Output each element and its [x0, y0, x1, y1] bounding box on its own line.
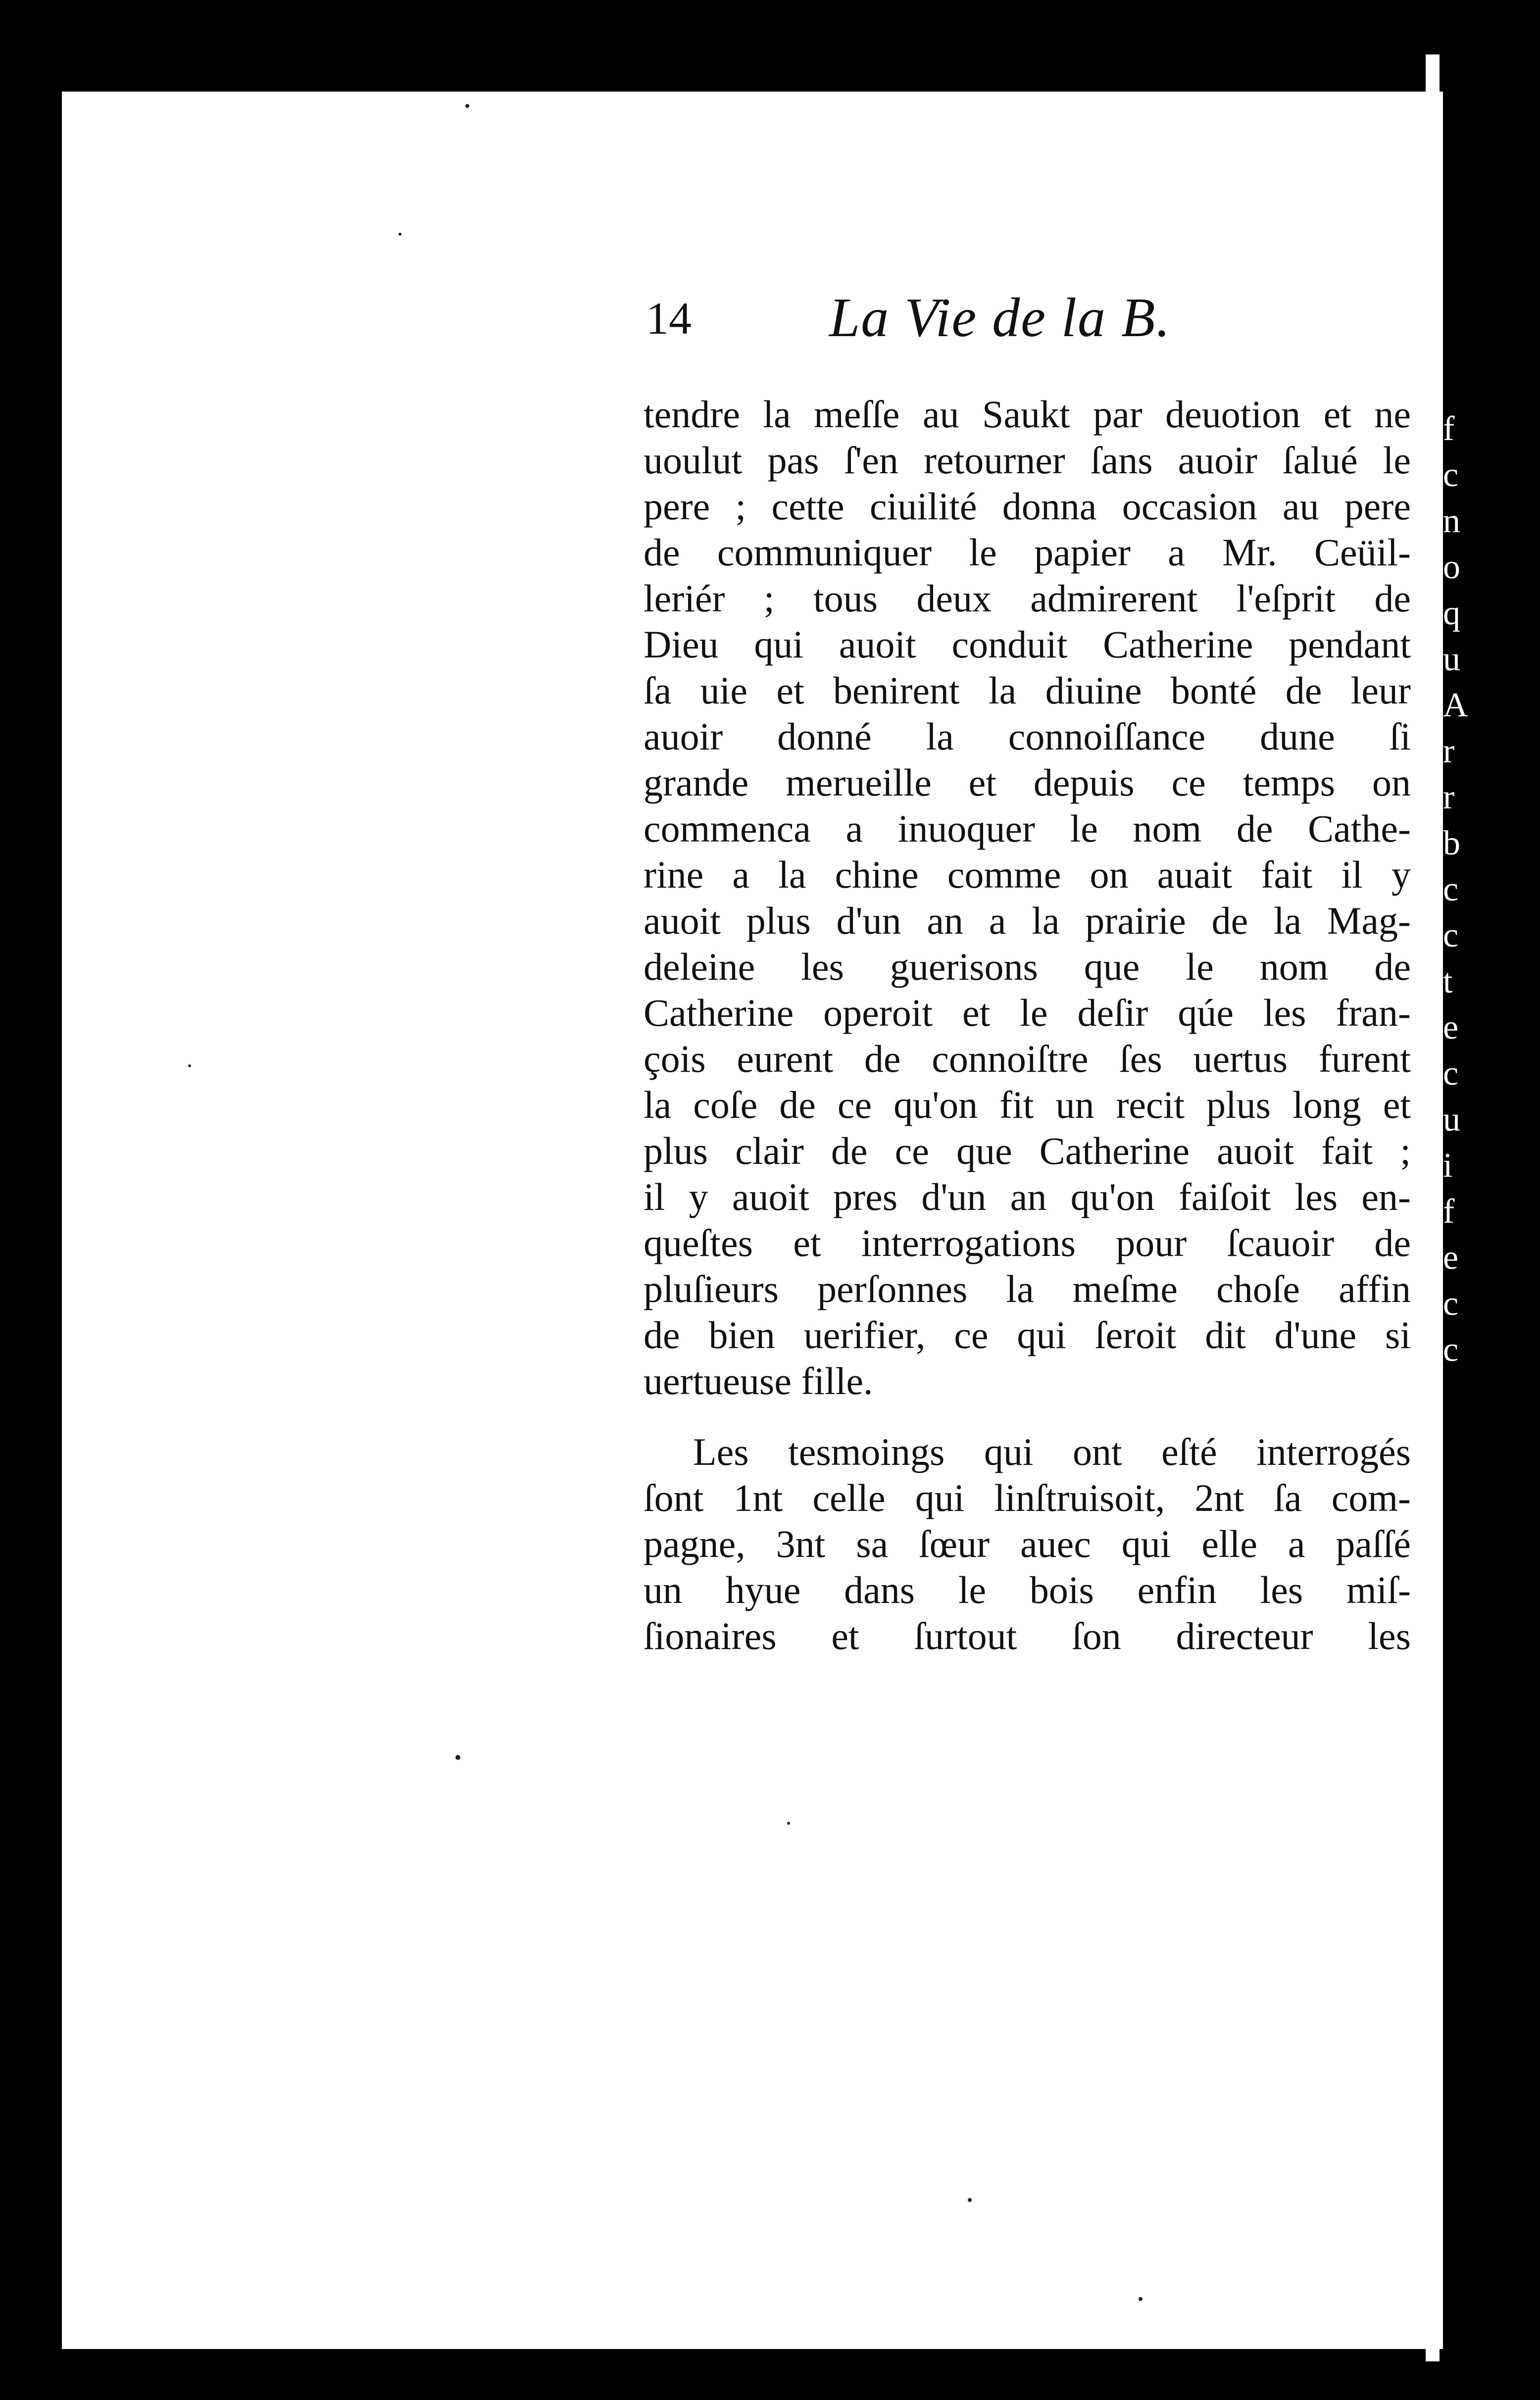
scan-speck: [968, 2198, 972, 2202]
text-line: ſionaires et ſurtout ſon directeur les: [644, 1614, 1411, 1657]
edge-letter: c: [1443, 1054, 1459, 1093]
edge-letter: u: [1443, 640, 1460, 678]
text-line: Dieu qui auoit conduit Catherine pendant: [644, 623, 1411, 666]
text-line: uertueuse fille.: [644, 1359, 873, 1402]
text-line: Les tesmoings qui ont eſté interrogés: [693, 1430, 1411, 1473]
scan-speck: [787, 1822, 790, 1825]
text-line: ſa uie et benirent la diuine bonté de leur: [644, 669, 1411, 712]
text-line: çois eurent de connoiſtre ſes uertus furent: [644, 1037, 1411, 1080]
edge-letter: A: [1443, 686, 1468, 724]
text-line: uoulut pas ſ'en retourner ſans auoir ſalué le: [644, 439, 1411, 482]
paragraph-1: [644, 391, 1411, 1404]
edge-letter: i: [1443, 1147, 1453, 1185]
edge-letter: c: [1443, 1285, 1459, 1323]
text-line: la coſe de ce qu'on fit un recit plus long et: [644, 1083, 1411, 1126]
page-edge: [1426, 54, 1440, 2361]
scan-speck: [188, 1064, 191, 1067]
text-line: rine a la chine comme on auait fait il y: [644, 853, 1411, 896]
text-line: tendre la meſſe au Saukt par deuotion et ne: [644, 393, 1411, 436]
text-line: plus clair de ce que Catherine auoit fait ;: [644, 1129, 1411, 1172]
paragraph-2: [644, 1429, 1411, 1659]
text-line: auoir donné la connoiſſance dune ſi: [644, 715, 1411, 758]
page-number: 14: [646, 293, 692, 344]
edge-letter: n: [1443, 502, 1460, 540]
text-line: grande merueille et depuis ce temps on: [644, 761, 1411, 804]
text-line: pluſieurs perſonnes la meſme choſe affin: [644, 1267, 1411, 1310]
body-text: [644, 391, 1411, 1659]
edge-letter: e: [1443, 1239, 1459, 1277]
edge-letter: c: [1443, 870, 1459, 908]
text-line: leriér ; tous deux admirerent l'eſprit de: [644, 577, 1411, 620]
text-line: deleine les guerisons que le nom de: [644, 945, 1411, 988]
edge-letter: c: [1443, 456, 1459, 494]
edge-letter: t: [1443, 962, 1453, 1000]
text-line: un hyue dans le bois enfin les miſ-: [644, 1568, 1411, 1611]
edge-letter: u: [1443, 1100, 1460, 1139]
edge-letter: q: [1443, 594, 1460, 632]
text-line: commenca a inuoquer le nom de Cathe-: [644, 807, 1411, 850]
edge-letter: r: [1443, 778, 1455, 816]
page-header: [646, 287, 1398, 361]
edge-letter: c: [1443, 916, 1459, 954]
adjacent-page-edge: [1443, 406, 1497, 1842]
scan-speck: [465, 104, 469, 108]
scan-speck: [455, 1755, 460, 1760]
text-line: Catherine operoit et le deſir qúe les fran-: [644, 991, 1411, 1034]
edge-letter: f: [1443, 410, 1455, 448]
text-line: pagne, 3nt sa ſœur auec qui elle a paſſé: [644, 1522, 1411, 1565]
edge-letter: f: [1443, 1193, 1455, 1231]
text-line: ſont 1nt celle qui linſtruisoit, 2nt ſa com-: [644, 1476, 1411, 1519]
text-line: il y auoit pres d'un an qu'on faiſoit les en-: [644, 1175, 1411, 1218]
scan-speck: [398, 233, 401, 236]
running-title: La Vie de la B.: [829, 287, 1171, 349]
edge-letter: o: [1443, 548, 1460, 586]
text-line: de bien uerifier, ce qui ſeroit dit d'une si: [644, 1313, 1411, 1356]
edge-letter: c: [1443, 1331, 1459, 1369]
edge-letter: b: [1443, 824, 1460, 862]
text-line: queſtes et interrogations pour ſcauoir de: [644, 1221, 1411, 1264]
text-line: de communiquer le papier a Mr. Ceüil-: [644, 531, 1411, 574]
scan-speck: [1139, 2297, 1143, 2301]
text-line: pere ; cette ciuilité donna occasion au pere: [644, 485, 1411, 528]
text-line: auoit plus d'un an a la prairie de la Mag-: [644, 899, 1411, 942]
edge-letter: r: [1443, 732, 1455, 770]
edge-letter: e: [1443, 1008, 1459, 1047]
